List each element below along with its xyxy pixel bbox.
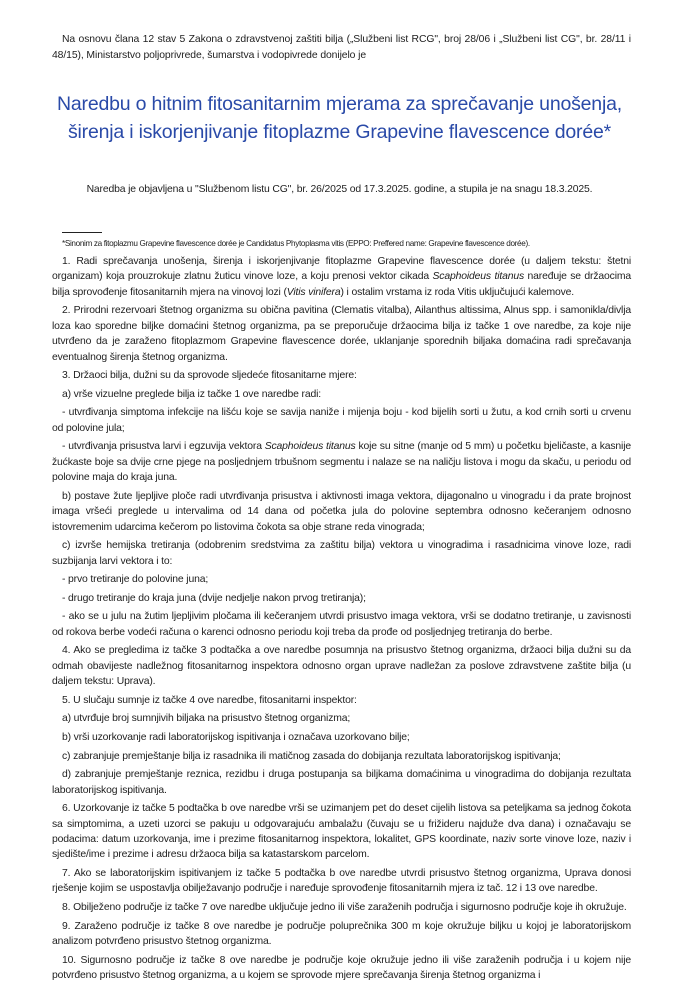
paragraph-8: 8. Obilježeno područje iz tačke 7 ove naredbe uključuje jedno ili više zaraženih područja i sigurnosno područje koje ih okružuje.	[62, 902, 627, 913]
paragraph-3: 3. Držaoci bilja, dužni su da sprovode sljedeće fitosanitarne mjere:	[62, 370, 357, 382]
paragraph-6: 6. Uzorkovanje iz tačke 5 podtačka b ove naredbe vrši se uzimanjem pet do deset cijelih listova sa peteljkama sa jednog čokota sa simptomima, a uzeti uzorci se pakuju u odgovarajuću ambalažu (čuvaju se u frižideru najduže dva dana) i označavaju se podacima: datum uzorkovanja, ime i prezime fitosanitarnog inspektora, lokalitet, GPS koordinate, naziv sorte vinove loze, naziv i sjedište/ime i prezime i adresu držaoca bilja sa katastarskom parcelom.	[52, 803, 631, 861]
paragraph-3c-item-2: - drugo tretiranje do kraja juna (dvije nedjelje nakon prvog tretiranja);	[62, 592, 366, 604]
text: ) i ostalim vrstama iz roda Vitis uključujući kalemove.	[340, 286, 575, 298]
publication-note: Naredba je objavljena u "Službenom listu CG", br. 26/2025 od 17.3.2025. godine, a stupila je na snagu 18.3.2025.	[86, 184, 593, 195]
italic-species: Scaphoideus titanus	[432, 271, 525, 283]
paragraph-3a: a) vrše vizuelne preglede bilja iz tačke 1 ove naredbe radi:	[62, 388, 322, 400]
paragraph-3b: b) postave žute ljepljive ploče radi utvrđivanja prisustva i aktivnosti imaga vektora, dijagonalno u vinogradu i da prate brojnost imaga vršeći preglede u intervalima od 14 dana od početka jula do polovine septembra odnosno kečeranjem odnosno istovremenim udarcima kečerom po listovima čokota sa obje strane reda vinograda;	[52, 490, 631, 533]
document-title	[30, 90, 649, 146]
text: naređuje se držaocima bilja sprovođenje fitosanitarnih mjera na vinovoj lozi (	[52, 271, 631, 298]
paragraph-3c-item-1: - prvo tretiranje do polovine juna;	[62, 574, 209, 586]
paragraph-3a-item-2	[52, 439, 631, 485]
paragraph-5b: b) vrši uzorkovanje radi laboratorijskog ispitivanja i označava uzorkovano bilje;	[62, 732, 410, 743]
italic-species: Scaphoideus titanus	[264, 441, 356, 453]
paragraph-5: 5. U slučaju sumnje iz tačke 4 ove naredbe, fitosanitarni inspektor:	[62, 694, 357, 706]
text: - utvrđivanja prisustva larvi i egzuvija vektora	[62, 441, 265, 453]
footnote-separator	[62, 232, 102, 233]
footnote: *Sinonim za fitoplazmu Grapevine flavescence dorée je Candidatus Phytoplasma vitis (EPPO: Preffered name: Grapevine flavescence dorée).	[62, 239, 530, 248]
paragraph-9: 9. Zaraženo područje iz tačke 8 ove naredbe je područje poluprečnika 300 m koje okružuje biljku u kojoj je laboratorijskom analizom potvrđeno prisustvo štetnog organizma.	[52, 920, 631, 947]
paragraph-7: 7. Ako se laboratorijskim ispitivanjem iz tačke 5 podtačka b ove naredbe utvrdi prisustvo štetnog organizma, Uprava donosi rješenje kojim se uspostavlja obilježavanjo područje i naređuje sprovođenje fitosanitarnih mjera iz tač. 12 i 13 ove naredbe.	[52, 868, 631, 895]
title-line-2: širenja i iskorjenjivanje fitoplazme Grapevine flavescence dorée*	[67, 121, 612, 143]
title-line-1: Naredbu o hitnim fitosanitarnim mjerama za sprečavanje unošenja,	[57, 93, 622, 115]
text: 1. Radi sprečavanja unošenja, širenja i iskorjenjivanje fitoplazme Grapevine flavescence dorée (u daljem tekstu: štetni organizam) koja prouzrokuje zlatnu žuticu vinove loze, a koju prenosi vektor cikada	[52, 256, 631, 283]
paragraph-2: 2. Prirodni rezervoari štetnog organizma su obična pavitina (Clematis vitalba), Ailanthus altissima, Alnus spp. i samonikla/divlja loza kao sporedne biljke domaćini štetnog organizma, pa se preporučuje držaocima bilja iz tačke 1 ove naredbe, za koje nije utvrđeno da je zaraženo fitoplazmom Grapevine flavescence dorée, uklanjanje sporednih biljaka domaćina radi sprečavanja eventualnog širenja štetnog organizma.	[52, 305, 631, 363]
paragraph-10: 10. Sigurnosno područje iz tačke 8 ove naredbe je područje koje okružuje jedno ili više zaraženih područja i u kojem nije potvrđeno prisustvo štetnog organizma, a u kojem se sprovode mjere sprečavanja širenja štetnog organizma i	[52, 954, 631, 981]
paragraph-4: 4. Ako se pregledima iz tačke 3 podtačka a ove naredbe posumnja na prisustvo štetnog organizma, držaoci bilja dužni su da odmah obavijeste nadležnog fitosanitarnog inspektora odnosno organ uprave nadležan za poslove zdravstvene zaštite bilja (u daljem tekstu: Uprava).	[52, 645, 631, 688]
text: koje su sitne (manje od 5 mm) u početku bjeličaste, a kasnije žućkaste boje sa dvije crne pjege na posljednjem trbušnom segmentu i nalaze se na naličju listova i mogu da skaču, u periodu od polovine maja do kraja juna.	[52, 441, 631, 484]
paragraph-5a: a) utvrđuje broj sumnjivih biljaka na prisustvo štetnog organizma;	[62, 713, 351, 725]
document-body	[52, 254, 631, 987]
paragraph-5d: d) zabranjuje premještanje reznica, rezidbu i druga postupanja sa biljkama domaćinima u vinogradima do dobijanja rezultata laboratorijskog ispitivanja.	[52, 769, 631, 796]
paragraph-3c: c) izvrše hemijska tretiranja (odobrenim sredstvima za zaštitu bilja) vektora u vinogradima i rasadnicima vinove loze, radi suzbijanja larvi vektora i to:	[52, 540, 631, 567]
paragraph-3a-item-1: - utvrđivanja simptoma infekcije na lišću koje se savija naniže i mijenja boju - kod bijelih sorti u žutu, a kod crnih sorti u crvenu od polovine jula;	[52, 407, 631, 434]
preamble: Na osnovu člana 12 stav 5 Zakona o zdravstvenoj zaštiti bilja („Službeni list RCG", broj 28/06 i „Službeni list CG", br. 28/11 i 48/15), Ministarstvo poljoprivrede, šumarstva i vodopivrede donijelo je	[52, 34, 631, 61]
paragraph-3c-item-3: - ako se u julu na žutim ljepljivim pločama ili kečeranjem utvrdi prisustvo imaga vektora, vrši se dodatno tretiranje, u zavisnosti od rokova berbe vodeći računa o karenci odnosno periodu koji treba da prođe od posljednjeg tretiranja do berbe.	[52, 611, 631, 638]
paragraph-5c: c) zabranjuje premještanje bilja iz rasadnika ili matičnog zasada do dobijanja rezultata laboratorijskog ispitivanja;	[62, 750, 561, 762]
italic-species: Vitis vinifera	[286, 286, 341, 298]
paragraph-1	[52, 254, 631, 300]
